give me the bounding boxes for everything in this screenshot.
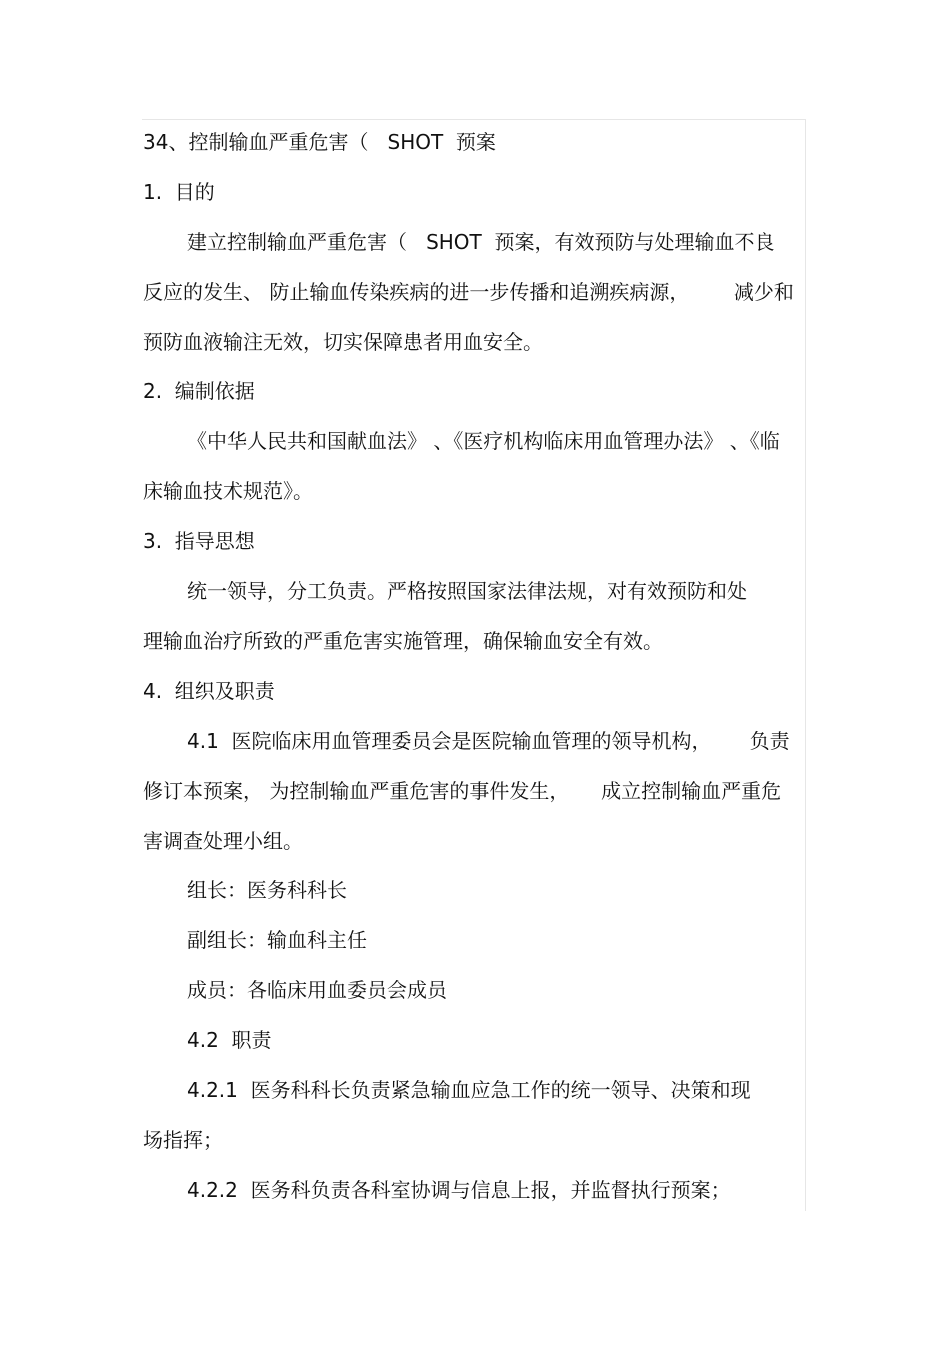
members-line: 成员：各临床用血委员会成员 [187, 978, 447, 1002]
paragraph-line: 《中华人民共和国献血法》 、《医疗机构临床用血管理办法》 、《临 [187, 429, 780, 453]
section-heading-guiding-idea: 3. 指导思想 [143, 529, 255, 553]
paragraph-line: 害调查处理小组。 [143, 829, 303, 853]
paragraph-line: 预防血液输注无效，切实保障患者用血安全。 [143, 330, 543, 354]
section-heading-purpose: 1. 目的 [143, 180, 215, 204]
leader-line: 组长：医务科科长 [187, 878, 347, 902]
paragraph-line: 建立控制输血严重危害（ SHOT 预案，有效预防与处理输血不良 [187, 230, 775, 254]
paragraph-line: 修订本预案， 为控制输血严重危害的事件发生， 成立控制输血严重危 [143, 779, 782, 803]
paragraph-line: 4.1 医院临床用血管理委员会是医院输血管理的领导机构， 负责 [187, 729, 790, 753]
paragraph-line: 理输血治疗所致的严重危害实施管理，确保输血安全有效。 [143, 629, 663, 653]
document-title: 34、控制输血严重危害（ SHOT 预案 [143, 130, 496, 154]
paragraph-line: 4.2.1 医务科科长负责紧急输血应急工作的统一领导、决策和现 [187, 1078, 751, 1102]
paragraph-line: 统一领导，分工负责。严格按照国家法律法规，对有效预防和处 [187, 579, 747, 603]
section-heading-organization: 4. 组织及职责 [143, 679, 275, 703]
paragraph-line: 4.2.2 医务科负责各科室协调与信息上报，并监督执行预案； [187, 1178, 731, 1202]
section-heading-basis: 2. 编制依据 [143, 379, 255, 403]
paragraph-line: 场指挥； [143, 1128, 223, 1152]
paragraph-line: 床输血技术规范》。 [143, 479, 313, 503]
subsection-heading-duties: 4.2 职责 [187, 1028, 272, 1052]
vice-leader-line: 副组长：输血科主任 [187, 928, 367, 952]
paragraph-line: 反应的发生、 防止输血传染疾病的进一步传播和追溯疾病源， 减少和 [143, 280, 794, 304]
